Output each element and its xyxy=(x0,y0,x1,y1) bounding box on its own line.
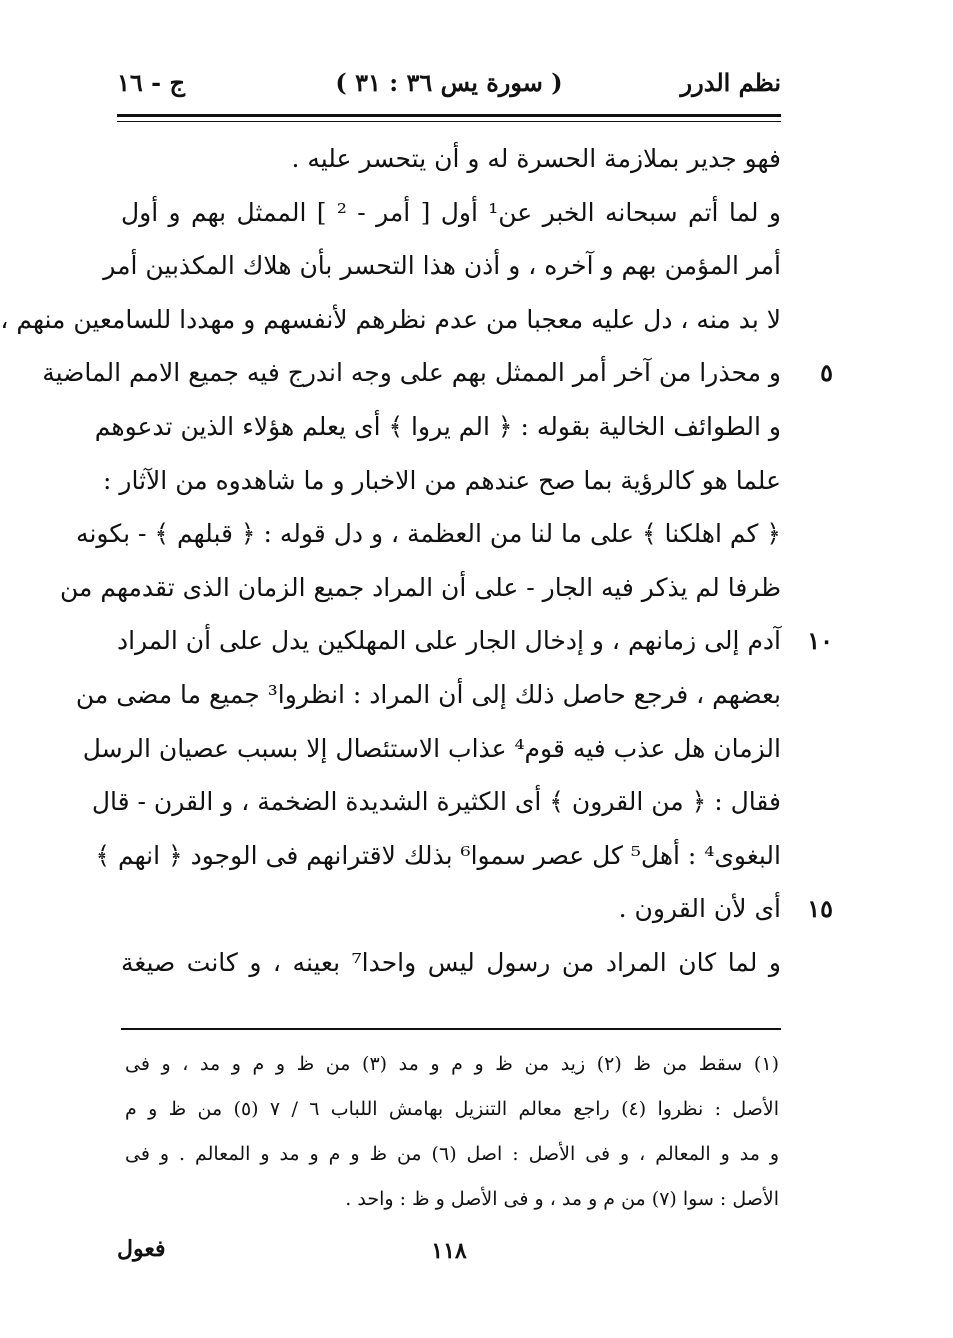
footnote-line: و مد و المعالم ، و فى الأصل : اصل (٦) من ظ و م و مد و المعالم . و فى xyxy=(125,1143,779,1165)
page-footer xyxy=(117,1232,781,1272)
footnote-line: (١) سقط من ظ (٢) زيد من ظ و م و مد (٣) من ظ و م و مد ، و فى xyxy=(125,1053,779,1075)
footnote-line: الأصل : نظروا (٤) راجع معالم التنزيل بهامش اللباب ٦ / ٧ (٥) من ظ و م xyxy=(125,1098,780,1120)
surah-reference: ( سورة يس ٣٦ : ٣١ ) xyxy=(335,68,563,97)
text-line-content: و لما كان المراد من رسول ليس واحدا⁷ بعينه ، و كانت صيغة xyxy=(121,947,781,977)
text-line xyxy=(103,239,781,293)
main-text xyxy=(0,132,833,990)
text-line xyxy=(121,186,781,240)
text-line-content: ظرفا لم يذكر فيه الجار - على أن المراد جميع الزمان الذى تقدمهم من xyxy=(60,572,781,602)
footnote-line: الأصل : سوا (٧) من م و مد ، و فى الأصل و ظ : واحد . xyxy=(345,1188,779,1210)
text-line-content: لا بد منه ، دل عليه معجبا من عدم نظرهم لأنفسهم و مهددا للسامعين منهم ، xyxy=(0,304,781,334)
line-number: ١٠ xyxy=(807,626,833,656)
text-line xyxy=(94,400,781,454)
text-line xyxy=(82,722,781,776)
line-number: ٥ xyxy=(820,358,833,388)
text-line-content: فهو جدير بملازمة الحسرة له و أن يتحسر عليه . xyxy=(291,144,781,173)
text-line-content: آدم إلى زمانهم ، و إدخال الجار على المهلكين يدل على أن المراد xyxy=(116,626,781,656)
text-line xyxy=(75,668,781,722)
text-line xyxy=(0,293,781,347)
text-line xyxy=(103,454,781,508)
volume-number: ج - ١٦ xyxy=(117,68,185,97)
text-line-content: و لما أتم سبحانه الخبر عن¹ أول [ أمر - ² ] الممثل بهم و أول xyxy=(121,197,781,227)
text-line xyxy=(60,561,781,615)
text-line-content: و الطوائف الخالية بقوله : ﴿ الم يروا ﴾ أى يعلم هؤلاء الذين تدعوهم xyxy=(94,411,781,441)
text-line-content: و محذرا من آخر أمر الممثل بهم على وجه اندرج فيه جميع الامم الماضية xyxy=(42,358,781,388)
text-line xyxy=(42,346,833,400)
text-line-content: أمر المؤمن بهم و آخره ، و أذن هذا التحسر بأن هلاك المكذبين أمر xyxy=(103,251,781,281)
text-line xyxy=(95,829,781,883)
text-line-content: فقال : ﴿ من القرون ﴾ أى الكثيرة الشديدة الضخمة ، و القرن - قال xyxy=(91,787,781,817)
text-line xyxy=(116,614,833,668)
text-line-content: الزمان هل عذب فيه قوم⁴ عذاب الاستئصال إلا بسبب عصيان الرسل xyxy=(82,733,781,763)
text-line-content: علما هو كالرؤية بما صح عندهم من الاخبار و ما شاهدوه من الآثار : xyxy=(103,465,781,495)
text-line xyxy=(121,936,781,990)
book-title: نظم الدرر xyxy=(680,68,781,97)
footnote-separator xyxy=(121,1028,781,1030)
line-number: ١٥ xyxy=(807,894,833,924)
text-line xyxy=(76,507,781,561)
text-line xyxy=(91,775,781,829)
text-line-content: ﴿ كم اهلكنا ﴾ على ما لنا من العظمة ، و دل قوله : ﴿ قبلهم ﴾ - بكونه xyxy=(76,519,781,549)
text-line-content: البغوى⁴ : أهل⁵ كل عصر سموا⁶ بذلك لاقترانهم فى الوجود ﴿ انهم ﴾ xyxy=(95,840,781,870)
footnotes xyxy=(125,1042,779,1222)
text-line xyxy=(121,882,833,936)
catchword: فعول xyxy=(117,1236,166,1262)
page-header xyxy=(117,62,781,106)
header-rule xyxy=(117,114,781,117)
text-line xyxy=(121,132,781,186)
page-number: ١١٨ xyxy=(431,1238,467,1264)
text-line-content: أى لأن القرون . xyxy=(618,894,781,924)
header-rule-thin xyxy=(117,121,781,122)
text-line-content: بعضهم ، فرجع حاصل ذلك إلى أن المراد : انظروا³ جميع ما مضى من xyxy=(75,679,781,709)
